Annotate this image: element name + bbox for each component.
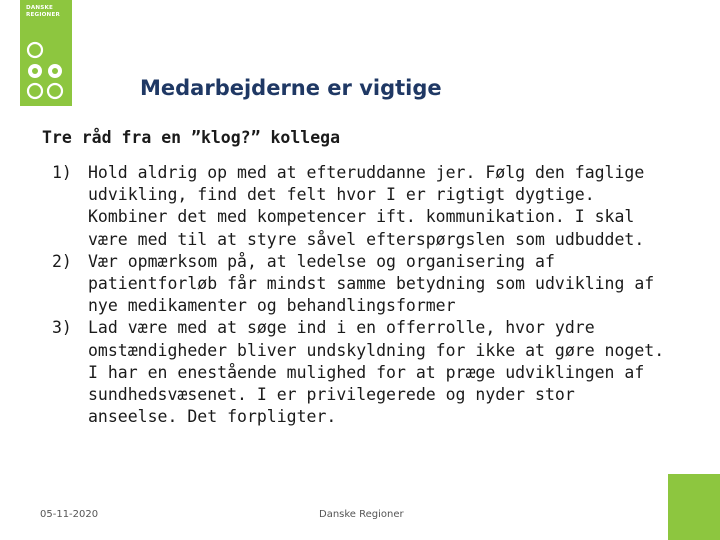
slide-subtitle: Tre råd fra en ”klog?” kollega [42, 128, 341, 147]
footer-date: 05-11-2020 [40, 509, 99, 520]
advice-number: 1) [52, 163, 72, 182]
advice-item [52, 251, 692, 318]
footer-organization: Danske Regioner [319, 509, 404, 520]
corner-accent-block [668, 474, 720, 540]
advice-number: 2) [52, 251, 72, 271]
advice-number: 3) [52, 318, 72, 338]
slide-title: Medarbejderne er vigtige [140, 76, 442, 100]
advice-item [52, 317, 692, 428]
advice-text: Lad være med at søge ind i en offerrolle, hvor ydre omstændigheder bliver undskyldning for ikke at gøre noget. I har en enestående mulighed for at præge udviklingen af sundhedsvæsenet. I er privilegerede og nyder stor anseelse. Det forpligter. [88, 318, 665, 427]
advice-item [52, 162, 692, 251]
danske-regioner-logo [20, 0, 72, 106]
logo-wordmark-line1: DANSKE [26, 5, 54, 11]
advice-text: Hold aldrig op med at efteruddanne jer. Følg den faglige udvikling, find det felt hvor I er rigtigt dygtige. Kombiner det med kompetencer ift. kommunikation. I skal være med til at styre såvel efterspørgslen som udbuddet. [88, 163, 645, 249]
logo-circles-icon [20, 0, 72, 106]
logo-wordmark-line2: REGIONER [26, 12, 60, 18]
advice-text: Vær opmærksom på, at ledelse og organisering af patientforløb får mindst samme betydning som udvikling af nye medikamenter og behandlingsformer [88, 251, 655, 316]
advice-list [52, 162, 692, 428]
